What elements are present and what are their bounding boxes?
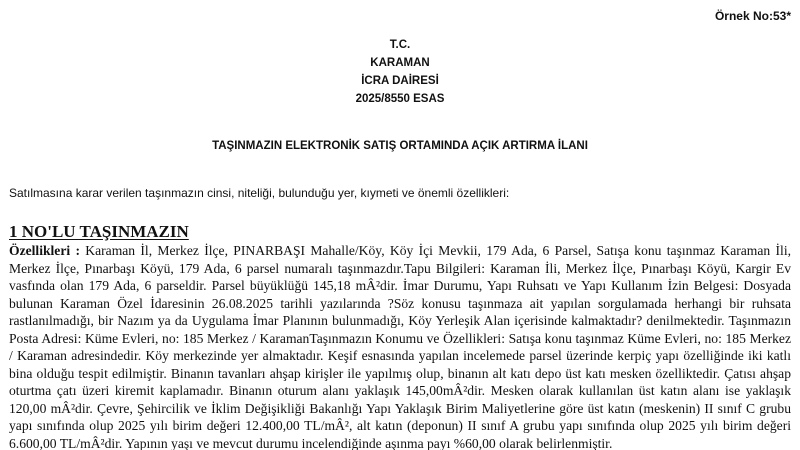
- header-city: KARAMAN: [370, 57, 430, 69]
- intro-text: Satılmasına karar verilen taşınmazın cinsi, niteliği, bulunduğu yer, kıymeti ve önemli özellikleri:: [9, 186, 510, 200]
- document-title: TAŞINMAZIN ELEKTRONİK SATIŞ ORTAMINDA AÇIK ARTIRMA İLANI: [212, 140, 588, 152]
- header-case-number: 2025/8550 ESAS: [355, 93, 445, 105]
- sample-number: Örnek No:53*: [714, 9, 791, 23]
- features-label: Özellikleri :: [9, 243, 80, 258]
- features-text: Karaman İl, Merkez İlçe, PINARBAŞI Mahalle/Köy, Köy İçi Mevkii, 179 Ada, 6 Parsel, Satışa konu taşınmaz Karaman İli, Merkez İlçe, Pınarbaşı Köyü, 179 Ada, 6 parsel numaralı taşınmazdır.Tapu Bilgileri: Karaman İli, Merkez İlçe, Pınarbaşı Köyü, Kargir Ev vasfında olan 179 Ada, 6 parseldir. Parsel büyüklüğü 145,18 mÂ²dir. İmar Durumu, Yapı Ruhsatı ve Yapı Kullanım İzin Belgesi: Dosyada bulunan Karaman Özel İdaresinin 26.08.2025 tarihli yazılarında ?Söz konusu taşınmaza ait yapılan sorgulamada herhangi bir ruhsata rastlanılmadığı, bir Nazım ya da Uygulama İmar Planının bulunmadığı, Köy Yerleşik Alan içerisinde kalmaktadır? denilmektedir. Taşınmazın Posta Adresi: Küme Evleri, no: 185 Merkez / KaramanTaşınmazın Konumu ve Özellikleri: Satışa konu taşınmaz Küme Evleri, no: 185 Merkez / Karaman adresindedir. Köy merkezinde yer almaktadır. Keşif esnasında yapılan incelemede parsel üzerinde kerpiç yapı özelliğinde iki katlı bina olduğu tespit edilmiştir. Binanın tavanları ahşap kirişler ile yapılmış olup, binanın alt katı depo üst katı mesken özelliktedir. Çatısı ahşap oturtma çatı üzeri kiremit kaplamadır. Binanın oturum alanı yaklaşık 145,00mÂ²dir. Mesken olarak kullanılan üst katın alanı ise yaklaşık 120,00 mÂ²dir. Çevre, Şehircilik ve İklim Değişikliği Bakanlığı Yapı Yaklaşık Birim Maliyetlerine göre üst katın (meskenin) II sınıf C grubu yapı sınıfında olup 2025 yılı birim değeri 12.400,00 TL/mÂ², alt katın (deponun) II sınıf A grubu yapı sınıfında olup 2025 yılı birim değeri 6.600,00 TL/mÂ²dir. Yapının yaşı ve mevcut durumu incelendiğinde aşınma payı %60,00 olarak belirlenmiştir.: [9, 243, 791, 450]
- document-header: [0, 36, 800, 108]
- header-office: İCRA DAİRESİ: [361, 75, 439, 87]
- header-country: T.C.: [389, 39, 411, 51]
- property-description: [9, 242, 791, 450]
- property-heading: 1 NO'LU TAŞINMAZIN: [9, 222, 189, 241]
